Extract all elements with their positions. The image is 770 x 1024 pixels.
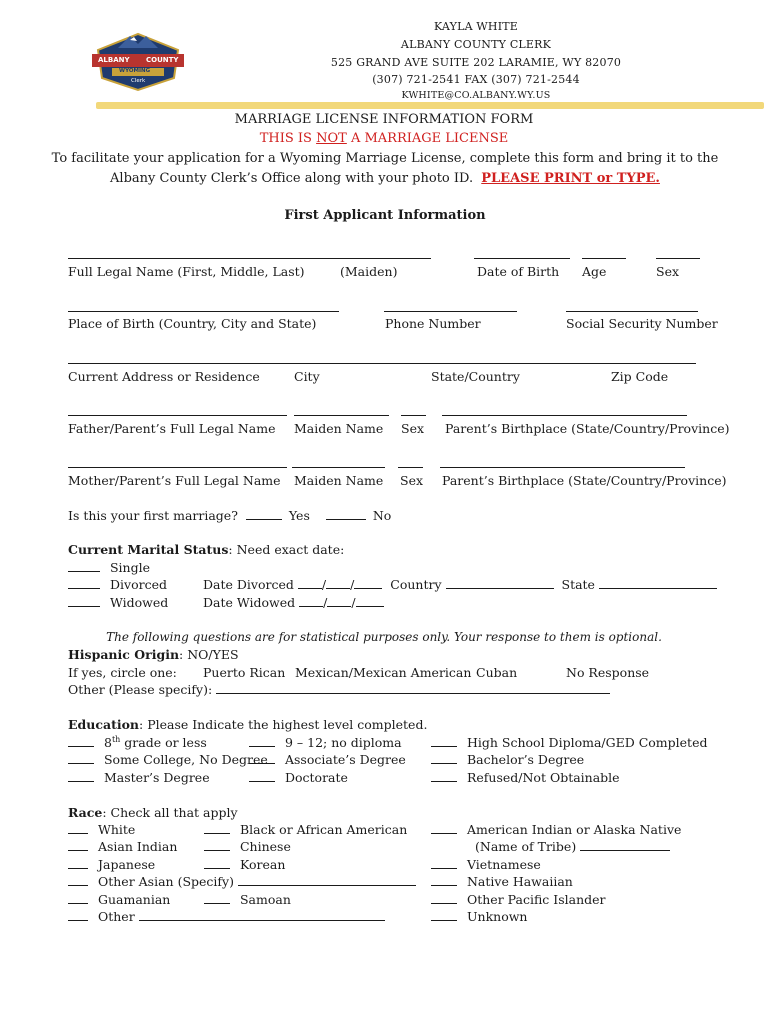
divorced-state-field[interactable] <box>599 577 717 589</box>
race-unknown-row <box>431 909 527 924</box>
county-logo <box>88 28 188 92</box>
race-samoan-row <box>204 892 291 907</box>
divorced-day[interactable] <box>326 577 350 589</box>
address-label: Current Address or Residence <box>68 369 260 384</box>
father-birthplace-label: Parent’s Birthplace (State/Country/Province) <box>445 421 730 436</box>
race-japanese-row <box>68 857 155 872</box>
mother-maiden-label: Maiden Name <box>294 473 384 488</box>
intro-emphasis: PLEASE PRINT or TYPE. <box>481 171 660 186</box>
sex-label: Sex <box>656 264 680 279</box>
edu-master-check[interactable] <box>68 770 94 782</box>
subtitle-not: NOT <box>316 131 347 146</box>
race-black-row <box>204 822 407 837</box>
race-american-indian-check[interactable] <box>431 822 457 834</box>
race-korean-label: Korean <box>239 857 286 872</box>
race-other-asian-row <box>68 874 416 889</box>
state-country-label: State/Country <box>431 369 520 384</box>
single-row <box>68 560 150 575</box>
first-marriage-yes-blank[interactable] <box>246 508 282 520</box>
hispanic-option-puerto-rican[interactable]: Puerto Rican <box>203 665 286 680</box>
date-widowed-label: Date Widowed <box>203 595 296 610</box>
race-other-field[interactable] <box>139 909 385 921</box>
edu-8th-num: 8 <box>103 735 112 751</box>
hispanic-circle-label: If yes, circle one: <box>68 665 177 680</box>
edu-doctorate-label: Doctorate <box>284 770 348 785</box>
edu-associate-check[interactable] <box>249 752 275 764</box>
first-marriage-yes-label: Yes <box>288 508 310 523</box>
office-address: 525 GRAND AVE SUITE 202 LARAMIE, WY 82070 <box>330 56 622 69</box>
father-sex-field[interactable] <box>401 415 426 416</box>
race-chinese-row <box>204 839 291 854</box>
mother-name-field[interactable] <box>68 467 287 468</box>
age-field[interactable] <box>582 258 626 259</box>
ssn-field[interactable] <box>566 311 698 312</box>
mother-name-label: Mother/Parent’s Full Legal Name <box>68 473 281 488</box>
full-name-field[interactable] <box>68 258 431 259</box>
race-unknown-check[interactable] <box>431 909 457 921</box>
edu-8th-row <box>68 735 207 750</box>
marital-status-label: Current Marital Status <box>68 542 229 557</box>
widowed-check[interactable] <box>68 595 100 607</box>
first-marriage-row <box>68 508 391 523</box>
office-email: KWHITE@CO.ALBANY.WY.US <box>401 90 551 101</box>
edu-master-label: Master’s Degree <box>103 770 210 785</box>
date-divorced-row: Date Divorced / / Country State <box>203 577 717 592</box>
edu-9-12-row <box>249 735 402 750</box>
hispanic-label: Hispanic Origin <box>68 647 180 662</box>
father-sex-label: Sex <box>401 421 425 436</box>
race-chinese-label: Chinese <box>239 839 291 854</box>
race-other-row <box>68 909 385 924</box>
race-guamanian-row <box>68 892 170 907</box>
phone-field[interactable] <box>384 311 517 312</box>
mother-maiden-field[interactable] <box>292 467 385 468</box>
maiden-label: (Maiden) <box>340 264 398 279</box>
mother-sex-field[interactable] <box>398 467 423 468</box>
race-other-pacific-check[interactable] <box>431 892 457 904</box>
race-native-hawaiian-check[interactable] <box>431 874 457 886</box>
date-divorced-label: Date Divorced <box>203 577 294 592</box>
father-maiden-label: Maiden Name <box>294 421 384 436</box>
father-name-field[interactable] <box>68 415 287 416</box>
race-asian-indian-label: Asian Indian <box>97 839 178 854</box>
race-asian-indian-row <box>68 839 177 854</box>
divorced-country-field[interactable] <box>446 577 554 589</box>
first-marriage-no-blank[interactable] <box>326 508 366 520</box>
race-label: Race <box>68 805 103 820</box>
race-vietnamese-check[interactable] <box>431 857 457 869</box>
hispanic-other-field[interactable] <box>216 682 610 694</box>
race-white-check[interactable] <box>68 822 88 834</box>
intro-line-2-text: Albany County Clerk’s Office along with your photo ID. <box>110 171 474 186</box>
race-unknown-label: Unknown <box>466 909 528 924</box>
section-title: First Applicant Information <box>284 208 486 223</box>
sex-field[interactable] <box>656 258 700 259</box>
marital-status-note: : Need exact date: <box>228 542 345 557</box>
race-heading <box>68 805 238 820</box>
hispanic-other-row <box>68 682 610 697</box>
race-chinese-check[interactable] <box>204 839 230 851</box>
single-label: Single <box>109 560 150 575</box>
race-korean-check[interactable] <box>204 857 230 869</box>
race-american-indian-row <box>431 822 681 837</box>
office-name: ALBANY COUNTY CLERK <box>400 38 552 51</box>
edu-8th-check[interactable] <box>68 735 94 747</box>
education-note: : Please Indicate the highest level completed. <box>139 717 428 732</box>
widowed-day[interactable] <box>327 595 351 607</box>
edu-bachelor-check[interactable] <box>431 752 457 764</box>
divorced-check[interactable] <box>68 577 100 589</box>
race-other-asian-check[interactable] <box>68 874 88 886</box>
address-field[interactable] <box>68 363 696 364</box>
mother-birthplace-label: Parent’s Birthplace (State/Country/Province) <box>442 473 727 488</box>
race-black-label: Black or African American <box>239 822 408 837</box>
widowed-year[interactable] <box>356 595 384 607</box>
edu-some-college-row <box>68 752 268 767</box>
hispanic-option-mexican[interactable]: Mexican/Mexican American <box>295 665 472 680</box>
father-birthplace-field[interactable] <box>442 415 687 416</box>
zip-label: Zip Code <box>611 369 669 384</box>
race-guamanian-label: Guamanian <box>97 892 171 907</box>
divorced-state-label: State <box>561 577 595 592</box>
race-other-label: Other <box>97 909 135 924</box>
edu-bachelor-label: Bachelor’s Degree <box>466 752 585 767</box>
race-native-hawaiian-label: Native Hawaiian <box>466 874 573 889</box>
edu-doctorate-check[interactable] <box>249 770 275 782</box>
mother-sex-label: Sex <box>400 473 424 488</box>
intro-line-1: To facilitate your application for a Wyoming Marriage License, complete this form and bring it to the <box>51 151 719 166</box>
age-label: Age <box>582 264 607 279</box>
dob-label: Date of Birth <box>477 264 560 279</box>
race-vietnamese-row <box>431 857 541 872</box>
logo-text-county: COUNTY <box>146 56 179 64</box>
race-other-asian-label: Other Asian (Specify) <box>97 874 234 889</box>
city-label: City <box>294 369 320 384</box>
edu-high-school-check[interactable] <box>431 735 457 747</box>
race-korean-row <box>204 857 285 872</box>
race-samoan-label: Samoan <box>239 892 291 907</box>
edu-high-school-row <box>431 735 707 750</box>
edu-8th-sup: th <box>111 735 121 744</box>
father-maiden-field[interactable] <box>294 415 389 416</box>
subtitle-post: A MARRIAGE LICENSE <box>346 131 509 146</box>
race-samoan-check[interactable] <box>204 892 230 904</box>
edu-high-school-label: High School Diploma/GED Completed <box>466 735 708 750</box>
widowed-row <box>68 595 168 610</box>
birth-place-field[interactable] <box>68 311 339 312</box>
office-phone: (307) 721-2541 FAX (307) 721-2544 <box>372 73 580 86</box>
edu-some-college-label: Some College, No Degree <box>103 752 268 767</box>
race-tribe-row <box>475 839 670 854</box>
education-heading <box>68 717 427 732</box>
statistical-note: The following questions are for statistical purposes only. Your response to them is optional. <box>106 630 662 644</box>
divorced-row <box>68 577 167 592</box>
logo-text-albany: ALBANY <box>98 56 130 64</box>
race-tribe-label: (Name of Tribe) <box>475 839 577 854</box>
divorced-year[interactable] <box>354 577 382 589</box>
edu-master-row <box>68 770 210 785</box>
race-note: : Check all that apply <box>102 805 238 820</box>
phone-label: Phone Number <box>385 316 481 331</box>
intro-line-2 <box>110 171 660 186</box>
first-marriage-no-label: No <box>372 508 392 523</box>
divorced-country-label: Country <box>390 577 442 592</box>
edu-8th-text: grade or less <box>120 735 207 751</box>
birth-place-label: Place of Birth (Country, City and State) <box>68 316 317 331</box>
edu-8th-label <box>104 735 207 750</box>
edu-9-12-label: 9 – 12; no diploma <box>284 735 402 750</box>
race-other-pacific-row <box>431 892 606 907</box>
widowed-label: Widowed <box>109 595 169 610</box>
subtitle-pre: THIS IS <box>259 131 317 146</box>
form-title: MARRIAGE LICENSE INFORMATION FORM <box>234 112 534 127</box>
divorced-label: Divorced <box>109 577 167 592</box>
clerk-name: KAYLA WHITE <box>433 20 519 33</box>
race-other-pacific-label: Other Pacific Islander <box>466 892 606 907</box>
date-widowed-row: Date Widowed / / <box>203 595 384 610</box>
first-marriage-question: Is this your first marriage? <box>68 508 238 523</box>
race-white-row <box>68 822 135 837</box>
race-black-check[interactable] <box>204 822 230 834</box>
edu-associate-row <box>249 752 406 767</box>
dob-field[interactable] <box>474 258 570 259</box>
hispanic-value: : NO/YES <box>179 647 239 662</box>
hispanic-other-label: Other (Please specify): <box>68 682 213 697</box>
full-name-label: Full Legal Name (First, Middle, Last) <box>68 264 305 279</box>
edu-some-college-check[interactable] <box>68 752 94 764</box>
header-divider <box>96 102 764 109</box>
race-other-asian-field[interactable] <box>238 874 416 886</box>
logo-text-wyoming: WYOMING <box>119 68 151 74</box>
ssn-label: Social Security Number <box>566 316 718 331</box>
race-other-check[interactable] <box>68 909 88 921</box>
race-japanese-check[interactable] <box>68 857 88 869</box>
race-american-indian-label: American Indian or Alaska Native <box>466 822 682 837</box>
race-native-hawaiian-row <box>431 874 573 889</box>
mother-birthplace-field[interactable] <box>440 467 685 468</box>
race-guamanian-check[interactable] <box>68 892 88 904</box>
divorced-month[interactable] <box>298 577 322 589</box>
edu-9-12-check[interactable] <box>249 735 275 747</box>
race-tribe-field[interactable] <box>580 839 670 851</box>
hispanic-heading <box>68 647 239 662</box>
race-asian-indian-check[interactable] <box>68 839 88 851</box>
race-vietnamese-label: Vietnamese <box>466 857 541 872</box>
father-name-label: Father/Parent’s Full Legal Name <box>68 421 276 436</box>
edu-associate-label: Associate’s Degree <box>284 752 406 767</box>
form-subtitle <box>260 131 509 146</box>
single-check[interactable] <box>68 560 100 572</box>
education-label: Education <box>68 717 140 732</box>
edu-refused-check[interactable] <box>431 770 457 782</box>
edu-doctorate-row <box>249 770 348 785</box>
race-japanese-label: Japanese <box>97 857 156 872</box>
hispanic-option-cuban[interactable]: Cuban <box>476 665 518 680</box>
edu-refused-row <box>431 770 620 785</box>
marital-status-heading <box>68 542 344 557</box>
logo-text-clerk: Clerk <box>131 78 146 84</box>
edu-refused-label: Refused/Not Obtainable <box>466 770 620 785</box>
widowed-month[interactable] <box>299 595 323 607</box>
hispanic-option-no-response[interactable]: No Response <box>566 665 650 680</box>
race-white-label: White <box>97 822 136 837</box>
edu-bachelor-row <box>431 752 584 767</box>
